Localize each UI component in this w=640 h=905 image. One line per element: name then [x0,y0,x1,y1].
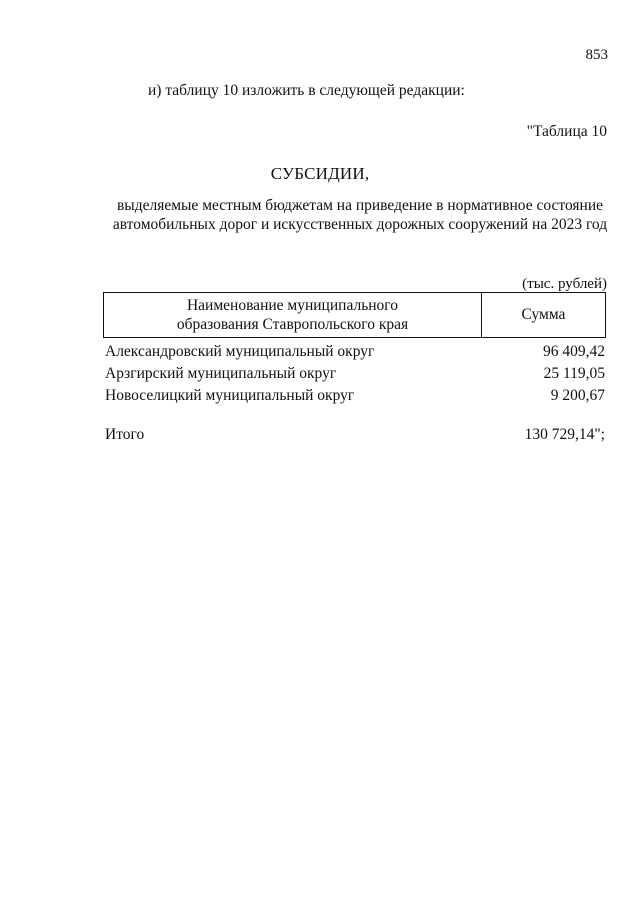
document-subtitle [60,196,640,234]
table-row [105,385,605,407]
header-name-cell [104,293,482,337]
table-header [103,292,606,338]
document-title: СУБСИДИИ, [270,164,370,183]
table-row [105,363,605,385]
units-label: (тыс. рублей) [522,276,607,292]
header-name-line-1: Наименование муниципального [186,297,399,314]
subtitle-line-1: выделяемые местным бюджетам на приведение в нормативное состояние [116,197,604,214]
header-sum-cell: Сумма [521,306,566,323]
page-number: 853 [585,47,608,63]
row-name: Александровский муниципальный округ [105,343,375,360]
subtitle-line-2: автомобильных дорог и искусственных дорожных сооружений на 2023 год [112,216,608,233]
intro-text: и) таблицу 10 изложить в следующей редакции: [148,82,465,99]
total-value: 130 729,14"; [524,426,605,443]
row-name: Арзгирский муниципальный округ [105,365,337,382]
table-reference: "Таблица 10 [526,123,607,140]
row-sum: 25 119,05 [543,365,605,382]
total-label: Итого [105,426,145,443]
table-row [105,341,605,363]
table-body [105,341,605,407]
header-name-line-2: образования Ставропольского края [176,316,409,333]
total-row [105,424,605,446]
row-name: Новоселицкий муниципальный округ [105,387,355,404]
row-sum: 9 200,67 [550,387,605,404]
row-sum: 96 409,42 [543,343,605,360]
